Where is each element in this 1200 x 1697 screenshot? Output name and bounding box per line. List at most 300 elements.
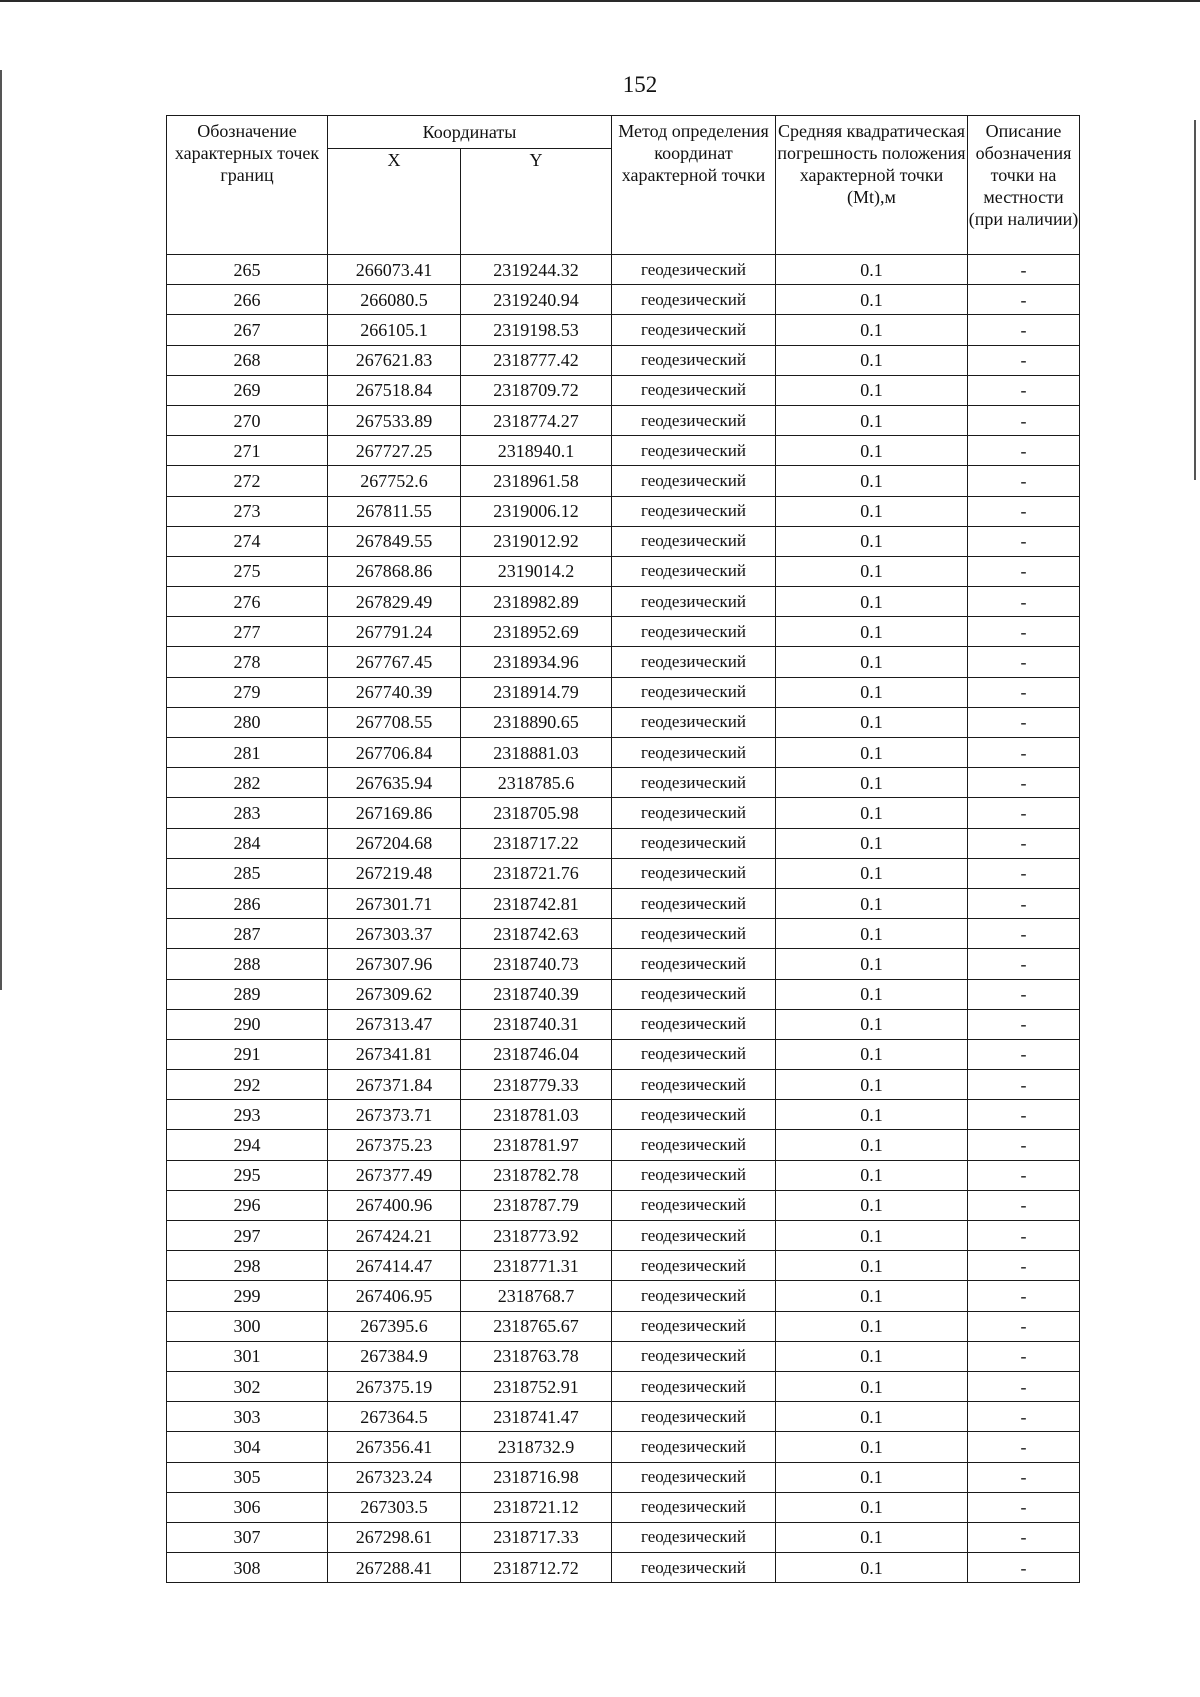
y-coordinate-cell: 2318777.42 xyxy=(461,345,612,375)
table-row xyxy=(167,1522,1080,1552)
x-coordinate-cell: 267706.84 xyxy=(328,738,461,768)
error-cell: 0.1 xyxy=(776,405,968,435)
table-row xyxy=(167,888,1080,918)
error-cell: 0.1 xyxy=(776,1100,968,1130)
x-coordinate-cell: 267377.49 xyxy=(328,1160,461,1190)
method-cell: геодезический xyxy=(612,1100,776,1130)
description-cell: - xyxy=(968,526,1080,556)
method-cell: геодезический xyxy=(612,979,776,1009)
point-id-cell: 279 xyxy=(167,677,328,707)
method-cell: геодезический xyxy=(612,1039,776,1069)
point-id-cell: 274 xyxy=(167,526,328,556)
y-coordinate-cell: 2318763.78 xyxy=(461,1341,612,1371)
description-cell: - xyxy=(968,1432,1080,1462)
table-row xyxy=(167,255,1080,285)
y-coordinate-cell: 2318785.6 xyxy=(461,768,612,798)
y-coordinate-cell: 2318890.65 xyxy=(461,707,612,737)
x-coordinate-cell: 267371.84 xyxy=(328,1070,461,1100)
table-row xyxy=(167,1130,1080,1160)
scan-edge-mark xyxy=(1194,120,1196,480)
method-cell: геодезический xyxy=(612,556,776,586)
x-coordinate-cell: 267635.94 xyxy=(328,768,461,798)
error-cell: 0.1 xyxy=(776,798,968,828)
table-row xyxy=(167,617,1080,647)
table-row xyxy=(167,315,1080,345)
table-row xyxy=(167,647,1080,677)
method-cell: геодезический xyxy=(612,1190,776,1220)
method-cell: геодезический xyxy=(612,1009,776,1039)
point-id-cell: 272 xyxy=(167,466,328,496)
y-coordinate-cell: 2318741.47 xyxy=(461,1402,612,1432)
y-coordinate-cell: 2318721.76 xyxy=(461,858,612,888)
y-coordinate-cell: 2318717.33 xyxy=(461,1522,612,1552)
table-row xyxy=(167,1281,1080,1311)
point-id-cell: 267 xyxy=(167,315,328,345)
y-coordinate-cell: 2318742.81 xyxy=(461,888,612,918)
description-cell: - xyxy=(968,1130,1080,1160)
error-cell: 0.1 xyxy=(776,919,968,949)
error-cell: 0.1 xyxy=(776,617,968,647)
y-coordinate-cell: 2318742.63 xyxy=(461,919,612,949)
table-row xyxy=(167,738,1080,768)
header-point: Обозначение характерных точек границ xyxy=(167,116,328,255)
method-cell: геодезический xyxy=(612,1160,776,1190)
description-cell: - xyxy=(968,436,1080,466)
method-cell: геодезический xyxy=(612,828,776,858)
point-id-cell: 293 xyxy=(167,1100,328,1130)
description-cell: - xyxy=(968,677,1080,707)
error-cell: 0.1 xyxy=(776,949,968,979)
scan-edge-mark xyxy=(0,70,2,990)
x-coordinate-cell: 267373.71 xyxy=(328,1100,461,1130)
description-cell: - xyxy=(968,1341,1080,1371)
point-id-cell: 307 xyxy=(167,1522,328,1552)
table-row xyxy=(167,677,1080,707)
method-cell: геодезический xyxy=(612,798,776,828)
error-cell: 0.1 xyxy=(776,828,968,858)
y-coordinate-cell: 2318934.96 xyxy=(461,647,612,677)
point-id-cell: 301 xyxy=(167,1341,328,1371)
x-coordinate-cell: 267384.9 xyxy=(328,1341,461,1371)
point-id-cell: 305 xyxy=(167,1462,328,1492)
method-cell: геодезический xyxy=(612,1462,776,1492)
description-cell: - xyxy=(968,285,1080,315)
table-row xyxy=(167,345,1080,375)
point-id-cell: 283 xyxy=(167,798,328,828)
method-cell: геодезический xyxy=(612,1281,776,1311)
method-cell: геодезический xyxy=(612,707,776,737)
error-cell: 0.1 xyxy=(776,1221,968,1251)
y-coordinate-cell: 2318740.73 xyxy=(461,949,612,979)
error-cell: 0.1 xyxy=(776,858,968,888)
description-cell: - xyxy=(968,1371,1080,1401)
point-id-cell: 271 xyxy=(167,436,328,466)
y-coordinate-cell: 2318721.12 xyxy=(461,1492,612,1522)
x-coordinate-cell: 267791.24 xyxy=(328,617,461,647)
point-id-cell: 268 xyxy=(167,345,328,375)
error-cell: 0.1 xyxy=(776,647,968,677)
error-cell: 0.1 xyxy=(776,677,968,707)
description-cell: - xyxy=(968,1070,1080,1100)
y-coordinate-cell: 2318732.9 xyxy=(461,1432,612,1462)
y-coordinate-cell: 2319244.32 xyxy=(461,255,612,285)
error-cell: 0.1 xyxy=(776,1522,968,1552)
description-cell: - xyxy=(968,345,1080,375)
error-cell: 0.1 xyxy=(776,1462,968,1492)
point-id-cell: 287 xyxy=(167,919,328,949)
error-cell: 0.1 xyxy=(776,1009,968,1039)
description-cell: - xyxy=(968,949,1080,979)
table-row xyxy=(167,1009,1080,1039)
method-cell: геодезический xyxy=(612,647,776,677)
table-row xyxy=(167,1462,1080,1492)
method-cell: геодезический xyxy=(612,1402,776,1432)
header-method: Метод определения координат характерной точки xyxy=(612,116,776,255)
y-coordinate-cell: 2318716.98 xyxy=(461,1462,612,1492)
x-coordinate-cell: 267364.5 xyxy=(328,1402,461,1432)
table-row xyxy=(167,1341,1080,1371)
x-coordinate-cell: 267307.96 xyxy=(328,949,461,979)
point-id-cell: 294 xyxy=(167,1130,328,1160)
table-row xyxy=(167,798,1080,828)
method-cell: геодезический xyxy=(612,1492,776,1522)
x-coordinate-cell: 267767.45 xyxy=(328,647,461,677)
table-row xyxy=(167,828,1080,858)
error-cell: 0.1 xyxy=(776,345,968,375)
x-coordinate-cell: 267323.24 xyxy=(328,1462,461,1492)
error-cell: 0.1 xyxy=(776,1311,968,1341)
method-cell: геодезический xyxy=(612,375,776,405)
x-coordinate-cell: 267740.39 xyxy=(328,677,461,707)
y-coordinate-cell: 2318982.89 xyxy=(461,587,612,617)
y-coordinate-cell: 2319198.53 xyxy=(461,315,612,345)
x-coordinate-cell: 266080.5 xyxy=(328,285,461,315)
y-coordinate-cell: 2318765.67 xyxy=(461,1311,612,1341)
table-row xyxy=(167,1402,1080,1432)
description-cell: - xyxy=(968,1402,1080,1432)
x-coordinate-cell: 267288.41 xyxy=(328,1553,461,1583)
description-cell: - xyxy=(968,888,1080,918)
method-cell: геодезический xyxy=(612,315,776,345)
y-coordinate-cell: 2319240.94 xyxy=(461,285,612,315)
point-id-cell: 277 xyxy=(167,617,328,647)
x-coordinate-cell: 267395.6 xyxy=(328,1311,461,1341)
point-id-cell: 275 xyxy=(167,556,328,586)
y-coordinate-cell: 2318781.97 xyxy=(461,1130,612,1160)
error-cell: 0.1 xyxy=(776,1371,968,1401)
scan-edge-line xyxy=(0,0,1200,2)
x-coordinate-cell: 267829.49 xyxy=(328,587,461,617)
description-cell: - xyxy=(968,375,1080,405)
table-row xyxy=(167,858,1080,888)
x-coordinate-cell: 267375.23 xyxy=(328,1130,461,1160)
error-cell: 0.1 xyxy=(776,285,968,315)
method-cell: геодезический xyxy=(612,405,776,435)
point-id-cell: 303 xyxy=(167,1402,328,1432)
error-cell: 0.1 xyxy=(776,1281,968,1311)
table-row xyxy=(167,496,1080,526)
header-description: Описание обозначения точки на местности (при наличии) xyxy=(968,116,1080,255)
x-coordinate-cell: 267303.5 xyxy=(328,1492,461,1522)
description-cell: - xyxy=(968,768,1080,798)
description-cell: - xyxy=(968,919,1080,949)
point-id-cell: 296 xyxy=(167,1190,328,1220)
point-id-cell: 288 xyxy=(167,949,328,979)
method-cell: геодезический xyxy=(612,738,776,768)
table-row xyxy=(167,949,1080,979)
method-cell: геодезический xyxy=(612,888,776,918)
description-cell: - xyxy=(968,1462,1080,1492)
y-coordinate-cell: 2318768.7 xyxy=(461,1281,612,1311)
table-row xyxy=(167,768,1080,798)
method-cell: геодезический xyxy=(612,1522,776,1552)
description-cell: - xyxy=(968,1039,1080,1069)
table-row xyxy=(167,436,1080,466)
method-cell: геодезический xyxy=(612,587,776,617)
error-cell: 0.1 xyxy=(776,707,968,737)
description-cell: - xyxy=(968,738,1080,768)
method-cell: геодезический xyxy=(612,345,776,375)
error-cell: 0.1 xyxy=(776,768,968,798)
x-coordinate-cell: 267204.68 xyxy=(328,828,461,858)
x-coordinate-cell: 267375.19 xyxy=(328,1371,461,1401)
x-coordinate-cell: 267341.81 xyxy=(328,1039,461,1069)
error-cell: 0.1 xyxy=(776,466,968,496)
method-cell: геодезический xyxy=(612,526,776,556)
error-cell: 0.1 xyxy=(776,255,968,285)
point-id-cell: 292 xyxy=(167,1070,328,1100)
y-coordinate-cell: 2319012.92 xyxy=(461,526,612,556)
point-id-cell: 306 xyxy=(167,1492,328,1522)
x-coordinate-cell: 267849.55 xyxy=(328,526,461,556)
point-id-cell: 300 xyxy=(167,1311,328,1341)
description-cell: - xyxy=(968,828,1080,858)
point-id-cell: 266 xyxy=(167,285,328,315)
description-cell: - xyxy=(968,556,1080,586)
y-coordinate-cell: 2318940.1 xyxy=(461,436,612,466)
description-cell: - xyxy=(968,617,1080,647)
description-cell: - xyxy=(968,1553,1080,1583)
point-id-cell: 297 xyxy=(167,1221,328,1251)
method-cell: геодезический xyxy=(612,1221,776,1251)
x-coordinate-cell: 267708.55 xyxy=(328,707,461,737)
table-row xyxy=(167,1251,1080,1281)
description-cell: - xyxy=(968,255,1080,285)
x-coordinate-cell: 267621.83 xyxy=(328,345,461,375)
point-id-cell: 282 xyxy=(167,768,328,798)
table-row xyxy=(167,556,1080,586)
x-coordinate-cell: 267303.37 xyxy=(328,919,461,949)
point-id-cell: 302 xyxy=(167,1371,328,1401)
error-cell: 0.1 xyxy=(776,738,968,768)
y-coordinate-cell: 2318773.92 xyxy=(461,1221,612,1251)
description-cell: - xyxy=(968,496,1080,526)
point-id-cell: 281 xyxy=(167,738,328,768)
error-cell: 0.1 xyxy=(776,1130,968,1160)
x-coordinate-cell: 267868.86 xyxy=(328,556,461,586)
method-cell: геодезический xyxy=(612,1553,776,1583)
table-row xyxy=(167,587,1080,617)
method-cell: геодезический xyxy=(612,255,776,285)
error-cell: 0.1 xyxy=(776,526,968,556)
method-cell: геодезический xyxy=(612,1371,776,1401)
method-cell: геодезический xyxy=(612,285,776,315)
point-id-cell: 289 xyxy=(167,979,328,1009)
y-coordinate-cell: 2318787.79 xyxy=(461,1190,612,1220)
point-id-cell: 284 xyxy=(167,828,328,858)
method-cell: геодезический xyxy=(612,677,776,707)
table-row xyxy=(167,285,1080,315)
error-cell: 0.1 xyxy=(776,1160,968,1190)
y-coordinate-cell: 2319014.2 xyxy=(461,556,612,586)
x-coordinate-cell: 267356.41 xyxy=(328,1432,461,1462)
description-cell: - xyxy=(968,1221,1080,1251)
table-row xyxy=(167,1311,1080,1341)
point-id-cell: 285 xyxy=(167,858,328,888)
x-coordinate-cell: 267533.89 xyxy=(328,405,461,435)
y-coordinate-cell: 2318782.78 xyxy=(461,1160,612,1190)
x-coordinate-cell: 267298.61 xyxy=(328,1522,461,1552)
point-id-cell: 270 xyxy=(167,405,328,435)
error-cell: 0.1 xyxy=(776,1432,968,1462)
point-id-cell: 278 xyxy=(167,647,328,677)
y-coordinate-cell: 2318774.27 xyxy=(461,405,612,435)
method-cell: геодезический xyxy=(612,436,776,466)
error-cell: 0.1 xyxy=(776,1492,968,1522)
error-cell: 0.1 xyxy=(776,587,968,617)
table-row xyxy=(167,1100,1080,1130)
coordinates-table xyxy=(166,115,1080,1583)
point-id-cell: 276 xyxy=(167,587,328,617)
x-coordinate-cell: 267811.55 xyxy=(328,496,461,526)
header-x: X xyxy=(328,149,461,255)
error-cell: 0.1 xyxy=(776,1402,968,1432)
point-id-cell: 299 xyxy=(167,1281,328,1311)
method-cell: геодезический xyxy=(612,1251,776,1281)
y-coordinate-cell: 2318952.69 xyxy=(461,617,612,647)
y-coordinate-cell: 2318914.79 xyxy=(461,677,612,707)
table-row xyxy=(167,979,1080,1009)
y-coordinate-cell: 2318779.33 xyxy=(461,1070,612,1100)
x-coordinate-cell: 267424.21 xyxy=(328,1221,461,1251)
description-cell: - xyxy=(968,1009,1080,1039)
error-cell: 0.1 xyxy=(776,375,968,405)
method-cell: геодезический xyxy=(612,466,776,496)
error-cell: 0.1 xyxy=(776,979,968,1009)
description-cell: - xyxy=(968,707,1080,737)
point-id-cell: 265 xyxy=(167,255,328,285)
method-cell: геодезический xyxy=(612,1070,776,1100)
x-coordinate-cell: 267406.95 xyxy=(328,1281,461,1311)
y-coordinate-cell: 2318712.72 xyxy=(461,1553,612,1583)
method-cell: геодезический xyxy=(612,768,776,798)
error-cell: 0.1 xyxy=(776,315,968,345)
y-coordinate-cell: 2318740.31 xyxy=(461,1009,612,1039)
description-cell: - xyxy=(968,1251,1080,1281)
error-cell: 0.1 xyxy=(776,496,968,526)
method-cell: геодезический xyxy=(612,858,776,888)
method-cell: геодезический xyxy=(612,1130,776,1160)
point-id-cell: 273 xyxy=(167,496,328,526)
table-row xyxy=(167,1221,1080,1251)
description-cell: - xyxy=(968,466,1080,496)
x-coordinate-cell: 267169.86 xyxy=(328,798,461,828)
error-cell: 0.1 xyxy=(776,1251,968,1281)
error-cell: 0.1 xyxy=(776,1039,968,1069)
error-cell: 0.1 xyxy=(776,1553,968,1583)
y-coordinate-cell: 2318961.58 xyxy=(461,466,612,496)
x-coordinate-cell: 266105.1 xyxy=(328,315,461,345)
description-cell: - xyxy=(968,405,1080,435)
y-coordinate-cell: 2319006.12 xyxy=(461,496,612,526)
y-coordinate-cell: 2318746.04 xyxy=(461,1039,612,1069)
description-cell: - xyxy=(968,798,1080,828)
description-cell: - xyxy=(968,979,1080,1009)
header-error: Средняя квадратическая погрешность положения характерной точки (Mt),м xyxy=(776,116,968,255)
description-cell: - xyxy=(968,647,1080,677)
x-coordinate-cell: 267309.62 xyxy=(328,979,461,1009)
table-row xyxy=(167,375,1080,405)
table-row xyxy=(167,1190,1080,1220)
x-coordinate-cell: 267518.84 xyxy=(328,375,461,405)
x-coordinate-cell: 266073.41 xyxy=(328,255,461,285)
point-id-cell: 298 xyxy=(167,1251,328,1281)
error-cell: 0.1 xyxy=(776,1190,968,1220)
table-row xyxy=(167,1160,1080,1190)
method-cell: геодезический xyxy=(612,496,776,526)
x-coordinate-cell: 267219.48 xyxy=(328,858,461,888)
table-row xyxy=(167,1039,1080,1069)
table-body xyxy=(167,255,1080,1583)
x-coordinate-cell: 267313.47 xyxy=(328,1009,461,1039)
error-cell: 0.1 xyxy=(776,1341,968,1371)
table-row xyxy=(167,707,1080,737)
method-cell: геодезический xyxy=(612,1432,776,1462)
method-cell: геодезический xyxy=(612,919,776,949)
table-header-row xyxy=(167,116,1080,149)
description-cell: - xyxy=(968,1160,1080,1190)
x-coordinate-cell: 267400.96 xyxy=(328,1190,461,1220)
error-cell: 0.1 xyxy=(776,556,968,586)
method-cell: геодезический xyxy=(612,949,776,979)
x-coordinate-cell: 267727.25 xyxy=(328,436,461,466)
description-cell: - xyxy=(968,1522,1080,1552)
point-id-cell: 269 xyxy=(167,375,328,405)
x-coordinate-cell: 267301.71 xyxy=(328,888,461,918)
y-coordinate-cell: 2318881.03 xyxy=(461,738,612,768)
table-row xyxy=(167,1553,1080,1583)
point-id-cell: 308 xyxy=(167,1553,328,1583)
table-row xyxy=(167,1371,1080,1401)
y-coordinate-cell: 2318771.31 xyxy=(461,1251,612,1281)
header-coordinates: Координаты xyxy=(328,116,612,149)
method-cell: геодезический xyxy=(612,1311,776,1341)
point-id-cell: 291 xyxy=(167,1039,328,1069)
description-cell: - xyxy=(968,1100,1080,1130)
table-row xyxy=(167,1492,1080,1522)
y-coordinate-cell: 2318740.39 xyxy=(461,979,612,1009)
y-coordinate-cell: 2318717.22 xyxy=(461,828,612,858)
y-coordinate-cell: 2318752.91 xyxy=(461,1371,612,1401)
table-row xyxy=(167,466,1080,496)
description-cell: - xyxy=(968,587,1080,617)
x-coordinate-cell: 267414.47 xyxy=(328,1251,461,1281)
table-row xyxy=(167,1432,1080,1462)
point-id-cell: 290 xyxy=(167,1009,328,1039)
description-cell: - xyxy=(968,1311,1080,1341)
method-cell: геодезический xyxy=(612,1341,776,1371)
point-id-cell: 304 xyxy=(167,1432,328,1462)
